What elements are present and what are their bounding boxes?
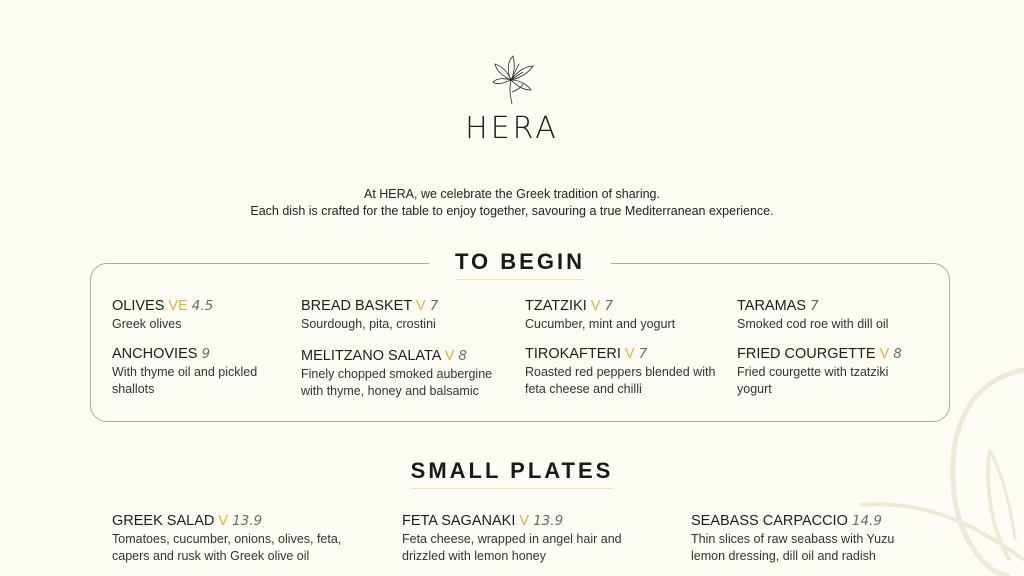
lily-flower-icon (485, 52, 539, 106)
item-name: FRIED COURGETTE (737, 346, 876, 362)
diet-badge: V (444, 348, 455, 364)
item-description: Fried courgette with tzatziki yogurt (737, 365, 889, 396)
item-description: Cucumber, mint and yogurt (525, 317, 676, 331)
item-price: 8 (458, 348, 467, 364)
diet-badge: V (218, 513, 229, 529)
item-description: Feta cheese, wrapped in angel hair and drizzled with lemon honey (402, 532, 622, 563)
menu-item (112, 512, 362, 565)
menu-item (301, 347, 511, 400)
brand-name: HERA (465, 111, 559, 146)
intro-line-2: Each dish is crafted for the table to enjoy together, savouring a true Mediterranean experience. (250, 204, 774, 218)
item-price: 13.9 (232, 513, 263, 529)
item-name: OLIVES (112, 298, 165, 314)
item-name: MELITZANO SALATA (301, 348, 441, 364)
item-description: Greek olives (112, 317, 182, 331)
section-to-begin (90, 249, 950, 422)
menu-item (112, 297, 287, 333)
item-price: 9 (201, 346, 211, 362)
item-description: Tomatoes, cucumber, onions, olives, feta, capers and rusk with Greek olive oil (112, 532, 342, 563)
item-description: Sourdough, pita, crostini (301, 317, 436, 331)
section-title-small-plates (385, 456, 640, 486)
menu-item (737, 345, 912, 398)
item-name: TARAMAS (737, 298, 807, 314)
brand-logo (0, 52, 1024, 146)
menu-item (737, 297, 927, 333)
item-description: Finely chopped smoked aubergine with thyme, honey and balsamic (301, 367, 493, 398)
diet-badge: V (879, 346, 890, 362)
item-description: Smoked cod roe with dill oil (737, 317, 889, 331)
item-name: FETA SAGANAKI (402, 513, 516, 529)
item-description: Roasted red peppers blended with feta cheese and chilli (525, 365, 716, 396)
diet-badge: VE (168, 298, 188, 314)
diet-badge: V (590, 298, 601, 314)
title-underline (411, 488, 614, 490)
menu-item (402, 512, 647, 565)
section-small-plates (0, 456, 1024, 486)
item-price: 7 (604, 298, 614, 314)
item-price: 7 (429, 298, 439, 314)
item-description: With thyme oil and pickled shallots (112, 365, 258, 396)
intro-text (0, 186, 1024, 220)
section-title-text: SMALL PLATES (410, 458, 614, 483)
item-name: SEABASS CARPACCIO (691, 513, 848, 529)
item-name: GREEK SALAD (112, 513, 215, 529)
item-name: ANCHOVIES (112, 346, 198, 362)
menu-item (525, 297, 725, 333)
item-price: 7 (810, 298, 819, 314)
menu-item (301, 297, 511, 333)
item-price: 4.5 (191, 298, 214, 314)
item-price: 13.9 (533, 513, 564, 529)
item-price: 7 (638, 346, 648, 362)
menu-item (525, 345, 725, 398)
diet-badge: V (624, 346, 635, 362)
title-underline (455, 279, 585, 281)
item-name: TIROKAFTERI (525, 346, 621, 362)
item-name: BREAD BASKET (301, 298, 412, 314)
menu-item (112, 345, 287, 398)
item-name: TZATZIKI (525, 298, 587, 314)
diet-badge: V (519, 513, 530, 529)
intro-line-1: At HERA, we celebrate the Greek tradition of sharing. (364, 187, 660, 201)
item-price: 14.9 (851, 513, 882, 529)
item-description: Thin slices of raw seabass with Yuzu lemon dressing, dill oil and radish (691, 532, 895, 563)
section-title-to-begin (429, 247, 611, 277)
item-price: 8 (893, 346, 902, 362)
section-title-text: TO BEGIN (455, 249, 585, 274)
diet-badge: V (415, 298, 426, 314)
menu-item (691, 512, 916, 565)
